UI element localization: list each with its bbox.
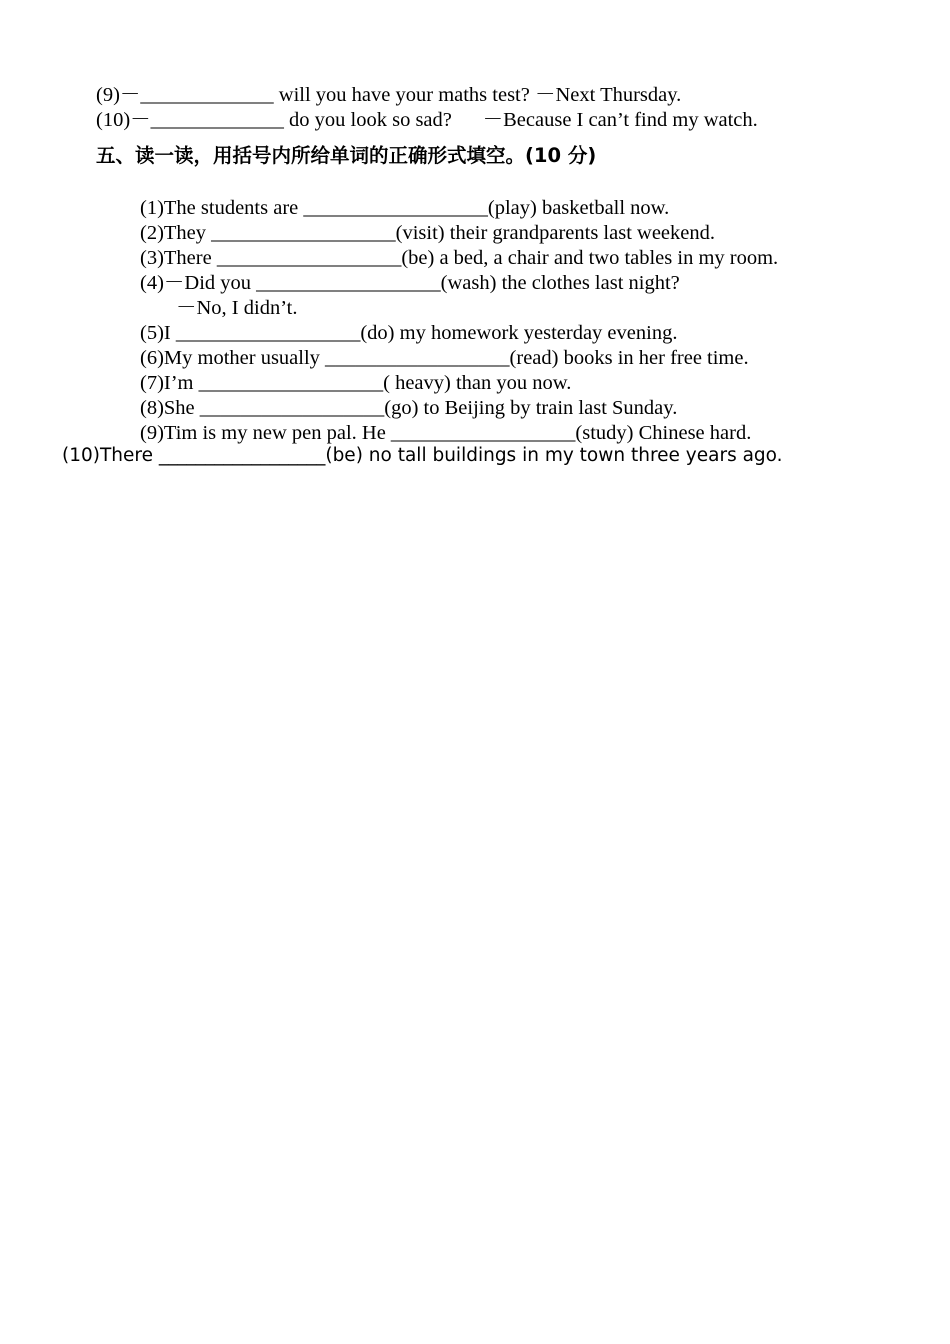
fill-blank-item-2: (2)They __________________(visit) their grandparents last weekend. <box>140 222 716 244</box>
fill-blank-item-4-answer: －No, I didn’t. <box>176 297 298 319</box>
fill-blank-item-1: (1)The students are __________________(play) basketball now. <box>140 197 670 219</box>
question-9-line: (9)－_____________ will you have your maths test? －Next Thursday. <box>96 84 682 106</box>
fill-blank-item-7: (7)I’m __________________( heavy) than you now. <box>140 372 572 394</box>
fill-blank-item-5: (5)I __________________(do) my homework yesterday evening. <box>140 322 678 344</box>
fill-blank-item-9: (9)Tim is my new pen pal. He __________________(study) Chinese hard. <box>140 422 752 444</box>
fill-blank-item-8: (8)She __________________(go) to Beijing by train last Sunday. <box>140 397 678 419</box>
fill-blank-item-6: (6)My mother usually __________________(read) books in her free time. <box>140 347 749 369</box>
question-10-line: (10)－_____________ do you look so sad? －Because I can’t find my watch. <box>96 109 758 131</box>
fill-blank-item-10: (10)There __________________(be) no tall buildings in my town three years ago. <box>62 445 783 466</box>
fill-blank-item-4: (4)－Did you __________________(wash) the clothes last night? <box>140 272 680 294</box>
section-five-heading: 五、读一读，用括号内所给单词的正确形式填空。(10 分) <box>96 144 597 167</box>
fill-blank-item-3: (3)There __________________(be) a bed, a chair and two tables in my room. <box>140 247 779 269</box>
